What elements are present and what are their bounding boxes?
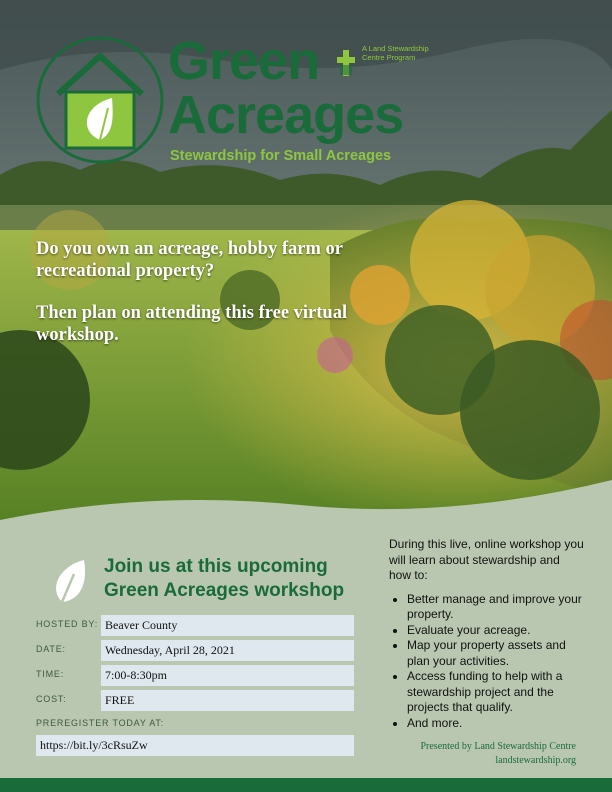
hero-question: Do you own an acreage, hobby farm or recreational property? xyxy=(36,239,343,281)
time-row xyxy=(36,665,354,686)
learn-item: • Map your property assets and plan your activities. xyxy=(407,638,585,669)
cost-row xyxy=(36,690,354,711)
hosted-by-row xyxy=(36,615,354,636)
learn-intro: During this live, online workshop you will learn about stewardship and how to: xyxy=(389,537,584,582)
hero-headline xyxy=(36,238,366,366)
brand-name-line1: Green xyxy=(168,31,320,91)
cost-label: COST: xyxy=(36,694,67,704)
brand-tagline: Stewardship for Small Acreages xyxy=(170,148,392,164)
date-row xyxy=(36,640,354,661)
hero-invite: Then plan on attending this free virtual workshop. xyxy=(36,303,348,345)
learn-item: • Evaluate your acreage. xyxy=(407,623,585,639)
leaf-icon xyxy=(52,558,88,606)
date-value: Wednesday, April 28, 2021 xyxy=(101,640,354,661)
learn-item: • Better manage and improve your property. xyxy=(407,592,585,623)
land-stewardship-cross-icon xyxy=(336,48,356,78)
footer-bar xyxy=(0,778,612,792)
learn-item: • Access funding to help with a stewardship project and the projects that qualify. xyxy=(407,669,585,716)
program-note: A Land Stewardship Centre Program xyxy=(362,44,429,62)
preregister-link[interactable]: https://bit.ly/3cRsuZw xyxy=(36,735,354,756)
time-value: 7:00-8:30pm xyxy=(101,665,354,686)
website-link[interactable]: landstewardship.org xyxy=(495,755,576,766)
brand-name-line2: Acreages xyxy=(168,85,404,145)
house-logo-icon xyxy=(36,36,164,164)
learn-item: • And more. xyxy=(407,716,585,732)
cost-value: FREE xyxy=(101,690,354,711)
learn-list xyxy=(389,592,585,732)
presenter-credit xyxy=(420,740,576,768)
date-label: DATE: xyxy=(36,644,66,654)
presented-by: Presented by Land Stewardship Centre xyxy=(420,741,576,752)
workshop-heading: Join us at this upcoming Green Acreages workshop xyxy=(104,556,345,601)
learn-section xyxy=(389,537,585,731)
preregister-label: PREREGISTER TODAY AT: xyxy=(36,718,164,728)
hosted-by-value: Beaver County xyxy=(101,615,354,636)
time-label: TIME: xyxy=(36,669,64,679)
hosted-by-label: HOSTED BY: xyxy=(36,619,99,629)
